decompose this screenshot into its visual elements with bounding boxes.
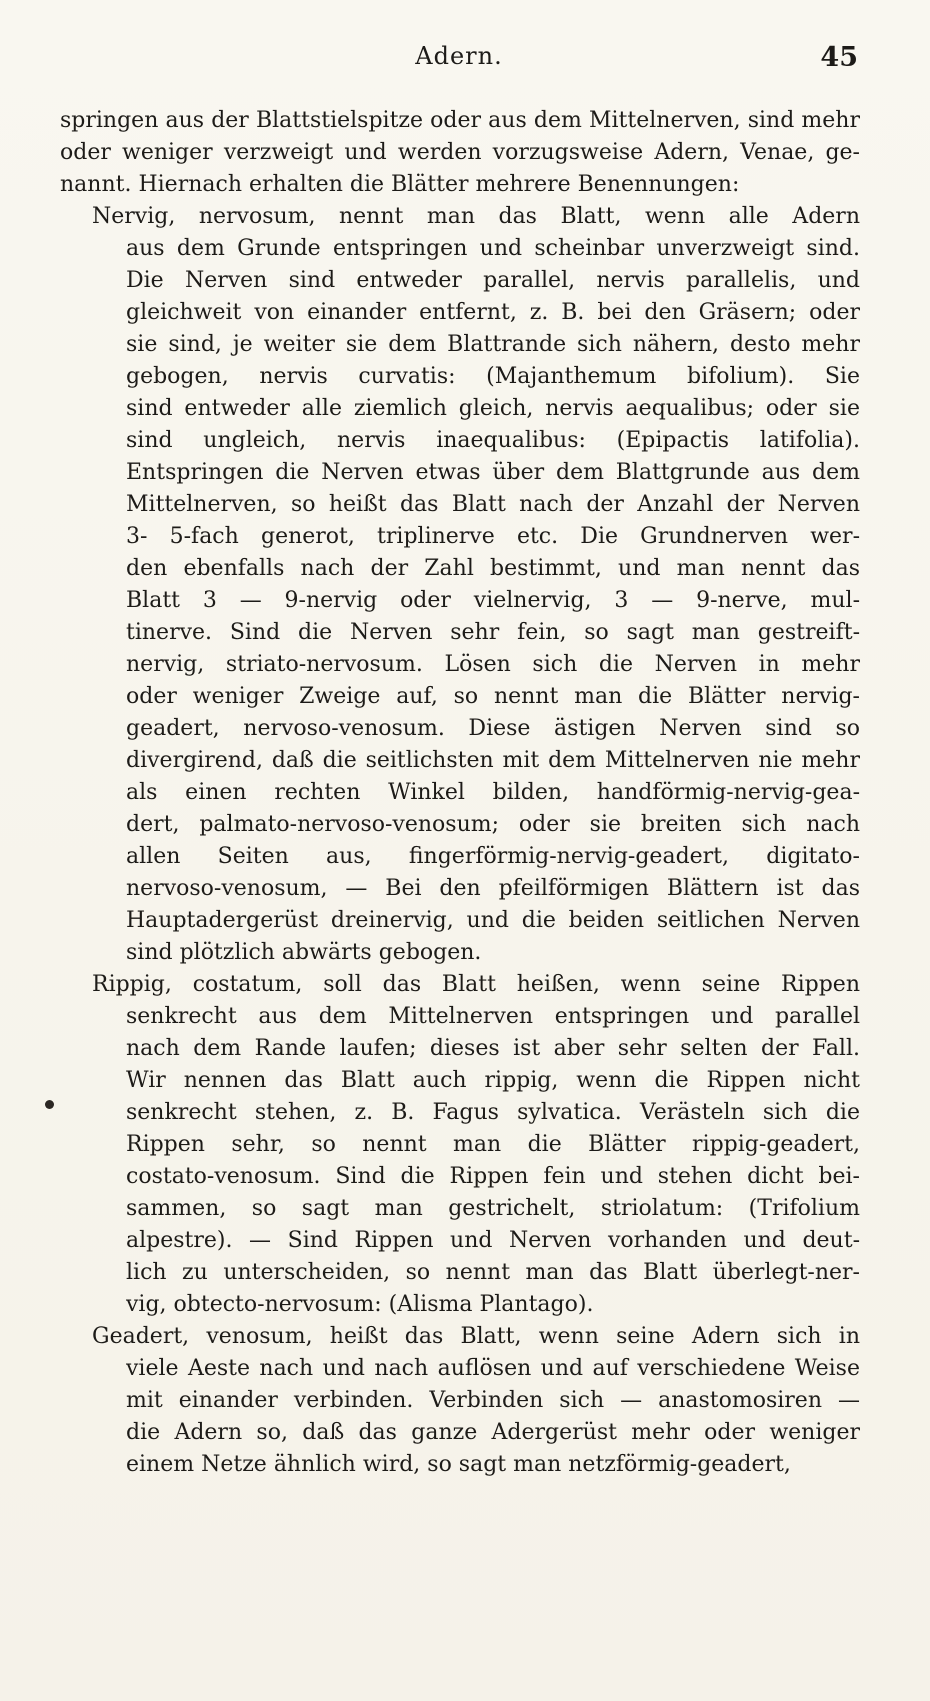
- running-title: Adern.: [415, 42, 503, 70]
- text-line: 3- 5-fach generot, triplinerve etc. Die Grundnerven wer-: [126, 524, 860, 549]
- text-line: Rippig, costatum, soll das Blatt heißen, wenn seine Rippen: [92, 972, 860, 997]
- text-line: alpestre). — Sind Rippen und Nerven vorhanden und deut-: [126, 1228, 860, 1253]
- text-line: als einen rechten Winkel bilden, handförmig-nervig-gea-: [126, 780, 860, 805]
- text-line: Blatt 3 — 9-nervig oder vielnervig, 3 — 9-nerve, mul-: [126, 588, 860, 613]
- text-line: nannt. Hiernach erhalten die Blätter mehrere Benennungen:: [60, 172, 740, 197]
- text-line: springen aus der Blattstielspitze oder aus dem Mittelnerven, sind mehr: [60, 108, 860, 133]
- text-line: sammen, so sagt man gestrichelt, striolatum: (Trifolium: [126, 1196, 860, 1221]
- text-line: sind entweder alle ziemlich gleich, nervis aequalibus; oder sie: [126, 396, 860, 421]
- text-line: gleichweit von einander entfernt, z. B. bei den Gräsern; oder: [126, 300, 860, 325]
- text-line: mit einander verbinden. Verbinden sich — anastomosiren —: [126, 1388, 860, 1413]
- text-line: oder weniger Zweige auf, so nennt man die Blätter nervig-: [126, 684, 860, 709]
- text-line: Die Nerven sind entweder parallel, nervis parallelis, und: [126, 268, 860, 293]
- text-line: Wir nennen das Blatt auch rippig, wenn die Rippen nicht: [126, 1068, 860, 1093]
- text-line: senkrecht stehen, z. B. Fagus sylvatica. Verästeln sich die: [126, 1100, 860, 1125]
- text-line: sie sind, je weiter sie dem Blattrande sich nähern, desto mehr: [126, 332, 860, 357]
- text-line: vig, obtecto-nervosum: (Alisma Plantago).: [126, 1292, 594, 1317]
- text-line: viele Aeste nach und nach auflösen und auf verschiedene Weise: [126, 1356, 860, 1381]
- text-line: Entspringen die Nerven etwas über dem Blattgrunde aus dem: [126, 460, 860, 485]
- text-line: Hauptadergerüst dreinervig, und die beiden seitlichen Nerven: [126, 908, 860, 933]
- text-line: sind plötzlich abwärts gebogen.: [126, 940, 482, 965]
- text-line: tinerve. Sind die Nerven sehr fein, so sagt man gestreift-: [126, 620, 860, 645]
- text-line: die Adern so, daß das ganze Adergerüst mehr oder weniger: [126, 1420, 860, 1445]
- margin-dot-mark: [45, 1100, 54, 1109]
- text-line: aus dem Grunde entspringen und scheinbar unverzweigt sind.: [126, 236, 860, 261]
- page-number: 45: [820, 42, 858, 73]
- text-line: geadert, nervoso-venosum. Diese ästigen Nerven sind so: [126, 716, 860, 741]
- text-line: einem Netze ähnlich wird, so sagt man netzförmig-geadert,: [126, 1452, 791, 1477]
- text-line: sind ungleich, nervis inaequalibus: (Epipactis latifolia).: [126, 428, 860, 453]
- text-line: nervig, striato-nervosum. Lösen sich die Nerven in mehr: [126, 652, 860, 677]
- text-line: dert, palmato-nervoso-venosum; oder sie breiten sich nach: [126, 812, 860, 837]
- text-line: Nervig, nervosum, nennt man das Blatt, wenn alle Adern: [92, 204, 860, 229]
- text-line: gebogen, nervis curvatis: (Majanthemum bifolium). Sie: [126, 364, 860, 389]
- text-line: oder weniger verzweigt und werden vorzugsweise Adern, Venae, ge-: [60, 140, 860, 165]
- text-line: allen Seiten aus, fingerförmig-nervig-geadert, digitato-: [126, 844, 860, 869]
- text-line: nach dem Rande laufen; dieses ist aber sehr selten der Fall.: [126, 1036, 860, 1061]
- text-line: Mittelnerven, so heißt das Blatt nach der Anzahl der Nerven: [126, 492, 860, 517]
- text-line: divergirend, daß die seitlichsten mit dem Mittelnerven nie mehr: [126, 748, 860, 773]
- text-line: den ebenfalls nach der Zahl bestimmt, und man nennt das: [126, 556, 860, 581]
- text-line: senkrecht aus dem Mittelnerven entspringen und parallel: [126, 1004, 860, 1029]
- running-head: [60, 42, 858, 82]
- text-line: nervoso-venosum, — Bei den pfeilförmigen Blättern ist das: [126, 876, 860, 901]
- text-line: Rippen sehr, so nennt man die Blätter rippig-geadert,: [126, 1132, 860, 1157]
- text-line: lich zu unterscheiden, so nennt man das Blatt überlegt-ner-: [126, 1260, 860, 1285]
- text-line: costato-venosum. Sind die Rippen fein und stehen dicht bei-: [126, 1164, 860, 1189]
- text-line: Geadert, venosum, heißt das Blatt, wenn seine Adern sich in: [92, 1324, 860, 1349]
